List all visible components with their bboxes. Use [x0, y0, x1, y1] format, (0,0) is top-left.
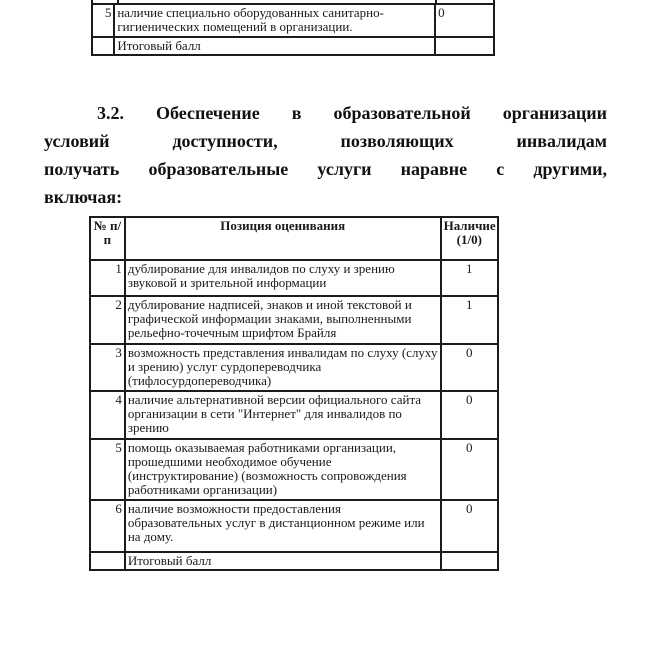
- table-row: [90, 296, 498, 344]
- position-cell: помощь оказываемая работниками организации, прошедшими необходимое обучение (инструктирование) (возможность сопровождения работниками организации): [125, 439, 441, 500]
- header-availability-line2: (1/0): [456, 232, 482, 248]
- heading-line: получать образовательные услуги наравне с другими,: [44, 159, 607, 179]
- value-cell: 0: [441, 439, 498, 500]
- column-border-remnant: [493, 0, 495, 5]
- value-cell: 0: [441, 500, 498, 552]
- position-cell: дублирование надписей, знаков и иной текстовой и графической информации знаками, выполненными рельефно-точечным шрифтом Брайля: [125, 296, 441, 344]
- position-cell: наличие альтернативной версии официального сайта организации в сети "Интернет" для инвалидов по зрению: [125, 391, 441, 439]
- heading-line: условий доступности, позволяющих инвалидам: [44, 131, 607, 151]
- row-number-cell: [92, 37, 114, 55]
- header-number: № п/п: [90, 217, 125, 260]
- position-cell: наличие специально оборудованных санитарно-гигиенических помещений в организации.: [114, 4, 435, 37]
- value-cell: 0: [441, 344, 498, 391]
- header-position: Позиция оценивания: [125, 217, 441, 260]
- row-number-cell: 2: [90, 296, 125, 344]
- position-cell: дублирование для инвалидов по слуху и зрению звуковой и зрительной информации: [125, 260, 441, 296]
- previous-table-fragment: [91, 0, 495, 56]
- table-row: [92, 4, 494, 37]
- column-border-remnant: [435, 0, 437, 5]
- value-cell: 0: [441, 391, 498, 439]
- header-availability: [441, 217, 498, 260]
- column-border-remnant: [91, 0, 93, 5]
- row-number-cell: [90, 552, 125, 570]
- value-cell: 0: [435, 4, 494, 37]
- accessibility-score-table: [89, 216, 499, 571]
- row-number-cell: 6: [90, 500, 125, 552]
- total-row: [92, 37, 494, 55]
- section-heading: [44, 99, 607, 211]
- table-row: [90, 391, 498, 439]
- total-row: [90, 552, 498, 570]
- row-number-cell: 1: [90, 260, 125, 296]
- value-cell: 1: [441, 260, 498, 296]
- row-number-cell: 5: [92, 4, 114, 37]
- heading-line: включая:: [44, 187, 123, 207]
- table-header-row: [90, 217, 498, 260]
- heading-line: 3.2. Обеспечение в образовательной организации: [97, 103, 607, 123]
- column-border-remnant: [117, 0, 119, 5]
- total-label-cell: Итоговый балл: [114, 37, 435, 55]
- position-cell: наличие возможности предоставления образовательных услуг в дистанционном режиме или на дому.: [125, 500, 441, 552]
- value-cell: [441, 552, 498, 570]
- table-row: [90, 344, 498, 391]
- table-row: [90, 260, 498, 296]
- row-number-cell: 4: [90, 391, 125, 439]
- accessibility-score-table-wrap: [89, 216, 499, 571]
- value-cell: [435, 37, 494, 55]
- total-label-cell: Итоговый балл: [125, 552, 441, 570]
- score-table-fragment: [91, 3, 495, 56]
- row-number-cell: 3: [90, 344, 125, 391]
- position-cell: возможность представления инвалидам по слуху (слуху и зрению) услуг сурдопереводчика (тифлосурдопереводчика): [125, 344, 441, 391]
- row-number-cell: 5: [90, 439, 125, 500]
- table-row: [90, 439, 498, 500]
- header-availability-line1: Наличие: [443, 218, 496, 233]
- table-row: [90, 500, 498, 552]
- value-cell: 1: [441, 296, 498, 344]
